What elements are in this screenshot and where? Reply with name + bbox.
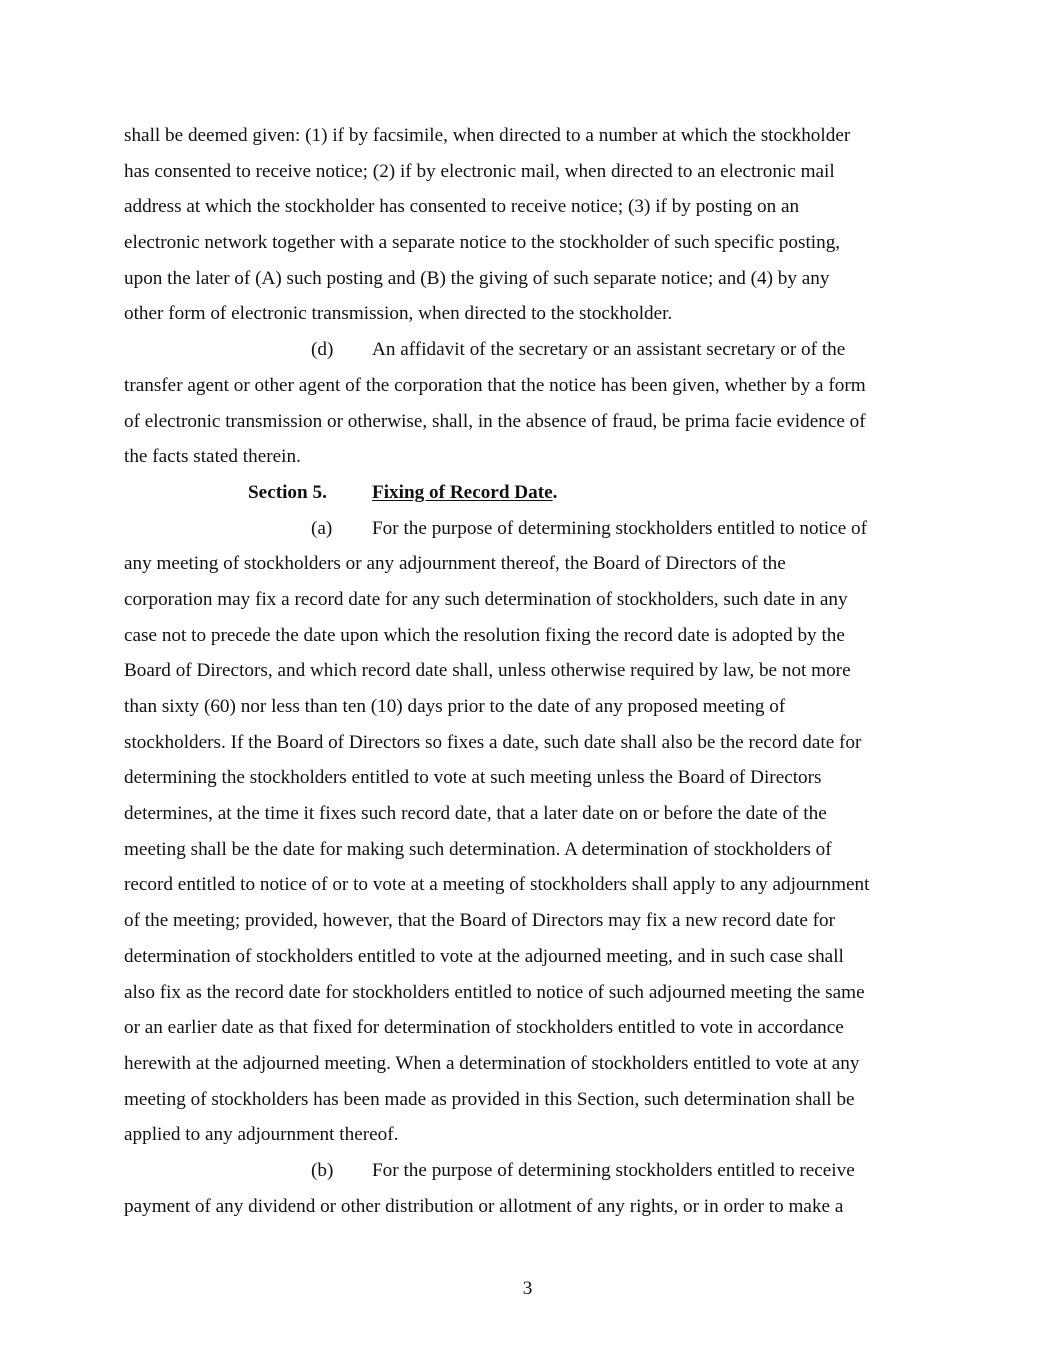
text-line: of the meeting; provided, however, that the Board of Directors may fix a new record date for xyxy=(124,910,836,932)
text-line: other form of electronic transmission, when directed to the stockholder. xyxy=(124,303,673,325)
paragraph-d-first-line xyxy=(124,332,934,368)
text-line: shall be deemed given: (1) if by facsimile, when directed to a number at which the stockholder xyxy=(124,125,851,146)
paragraph-label: (d) xyxy=(311,339,334,361)
section-title xyxy=(372,475,557,511)
text-line: the facts stated therein. xyxy=(124,446,301,468)
text-line: applied to any adjournment thereof. xyxy=(124,1124,399,1146)
text-line: determines, at the time it fixes such record date, that a later date on or before the date of the xyxy=(124,803,827,825)
section-number: Section 5. xyxy=(248,481,327,503)
paragraph-label: (b) xyxy=(311,1159,334,1181)
text-line: Board of Directors, and which record date shall, unless otherwise required by law, be not more xyxy=(124,660,851,682)
text-line: any meeting of stockholders or any adjournment thereof, the Board of Directors of the xyxy=(124,553,786,575)
text-line: payment of any dividend or other distribution or allotment of any rights, or in order to make a xyxy=(124,1195,844,1217)
text-line: upon the later of (A) such posting and (B) the giving of such separate notice; and (4) by any xyxy=(124,267,830,289)
text-line: meeting shall be the date for making such determination. A determination of stockholders of xyxy=(124,838,832,860)
section-title-text: Fixing of Record Date xyxy=(372,481,553,503)
text-line: case not to precede the date upon which the resolution fixing the record date is adopted by the xyxy=(124,624,845,646)
text-line: has consented to receive notice; (2) if by electronic mail, when directed to an electronic mail xyxy=(124,160,835,182)
text-line: corporation may fix a record date for any such determination of stockholders, such date in any xyxy=(124,588,848,610)
body-text xyxy=(124,118,934,1224)
paragraph-text: For the purpose of determining stockholders entitled to receive xyxy=(372,1159,855,1181)
page-number: 3 xyxy=(522,1278,533,1299)
text-line: determining the stockholders entitled to vote at such meeting unless the Board of Directors xyxy=(124,767,822,789)
text-line: transfer agent or other agent of the corporation that the notice has been given, whether by a form xyxy=(124,374,866,396)
text-line: record entitled to notice of or to vote at a meeting of stockholders shall apply to any adjournment xyxy=(124,874,870,896)
paragraph-b-first-line xyxy=(124,1153,934,1189)
text-line: determination of stockholders entitled to vote at the adjourned meeting, and in such case shall xyxy=(124,945,844,967)
section-heading xyxy=(124,475,934,511)
section-title-period: . xyxy=(552,481,558,503)
text-line: also fix as the record date for stockholders entitled to notice of such adjourned meeting the same xyxy=(124,981,865,1003)
text-line: than sixty (60) nor less than ten (10) days prior to the date of any proposed meeting of xyxy=(124,696,786,717)
paragraph-label: (a) xyxy=(311,517,333,539)
text-line: of electronic transmission or otherwise, shall, in the absence of fraud, be prima facie evidence of xyxy=(124,410,866,432)
text-line: meeting of stockholders has been made as provided in this Section, such determination shall be xyxy=(124,1088,855,1110)
text-line: herewith at the adjourned meeting. When a determination of stockholders entitled to vote at any xyxy=(124,1052,860,1074)
paragraph-text: An affidavit of the secretary or an assistant secretary or of the xyxy=(372,339,846,361)
text-line: electronic network together with a separate notice to the stockholder of such specific posting, xyxy=(124,232,841,254)
paragraph-a-first-line xyxy=(124,511,934,547)
text-line: or an earlier date as that fixed for determination of stockholders entitled to vote in accordance xyxy=(124,1017,844,1039)
text-line: stockholders. If the Board of Directors so fixes a date, such date shall also be the record date for xyxy=(124,731,862,753)
paragraph-text: For the purpose of determining stockholders entitled to notice of xyxy=(372,517,868,539)
text-line: address at which the stockholder has consented to receive notice; (3) if by posting on an xyxy=(124,196,800,218)
